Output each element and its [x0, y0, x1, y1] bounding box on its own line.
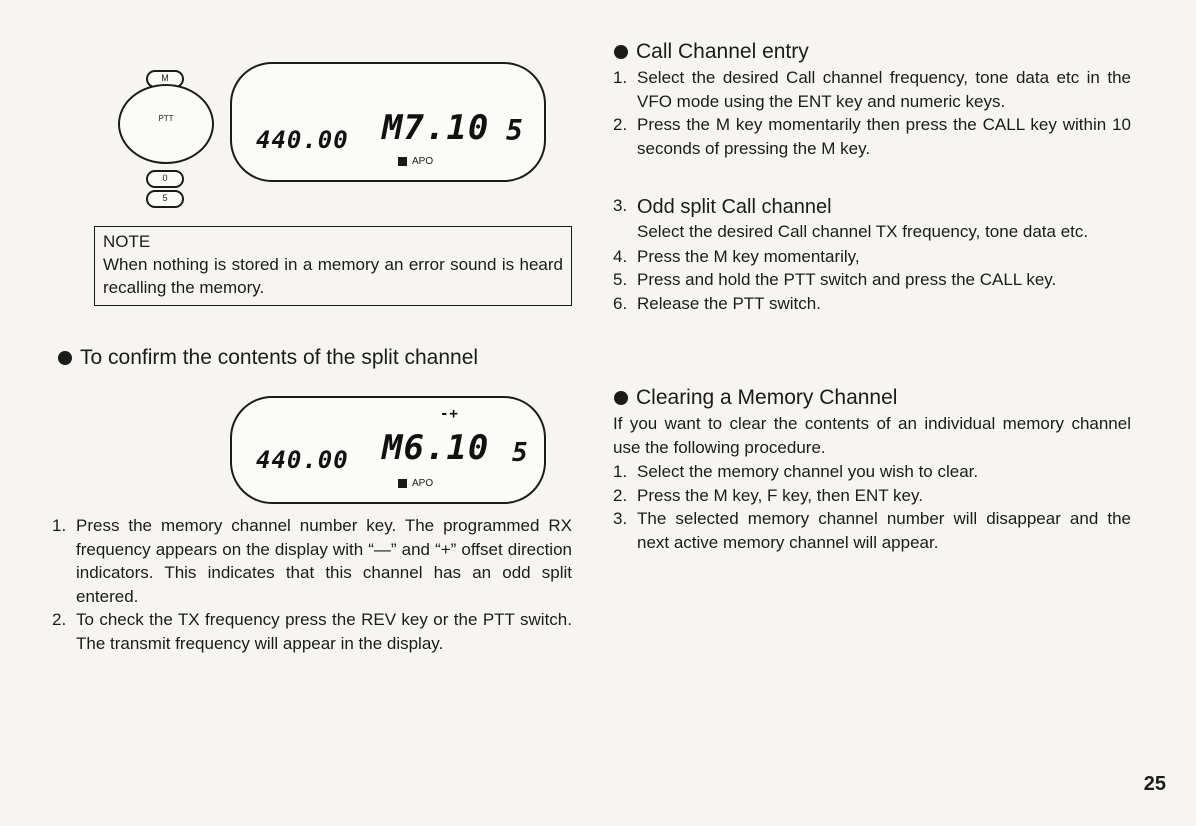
odd-split-text: Select the desired Call channel TX frequency, tone data etc. [637, 222, 1089, 241]
lcd-extra-digit-2: 5 [512, 438, 529, 468]
list-item [613, 460, 1131, 484]
step-number: 1. [613, 68, 628, 87]
call-channel-entry-title: Call Channel entry [636, 40, 809, 63]
list-item [613, 292, 1131, 316]
step-number: 4. [613, 246, 628, 266]
page-number: 25 [1143, 773, 1166, 795]
step-text: To check the TX frequency press the REV key or the PTT switch. The transmit frequency will appear in the display. [76, 610, 572, 653]
step-text: Release the PTT switch. [637, 293, 821, 313]
call-channel-entry-heading [614, 40, 809, 64]
split-channel-heading [58, 346, 478, 370]
list-item [613, 484, 1131, 508]
bullet-icon [58, 351, 72, 365]
step-text: Select the memory channel you wish to clear. [637, 462, 979, 481]
note-box [94, 226, 572, 306]
step-text: Press the M key momentarily, [637, 246, 860, 266]
lcd-channel-2: M6.10 [382, 428, 490, 468]
five-key [146, 190, 184, 208]
lcd-extra-digit: 5 [506, 114, 524, 147]
ptt-button [118, 84, 214, 164]
apo-label-2: APO [412, 478, 434, 489]
call-entry-steps [613, 66, 1131, 160]
list-item [613, 268, 1131, 292]
odd-split-steps [613, 245, 1131, 316]
list-item [613, 507, 1131, 554]
step-number: 3. [613, 196, 628, 215]
apo-indicator-2 [398, 478, 433, 489]
step-number: 1. [613, 462, 628, 481]
step-text: Select the desired Call channel frequency, tone data etc in the VFO mode using the ENT key and numeric keys. [637, 68, 1131, 111]
apo-label: APO [412, 156, 434, 167]
lcd-frequency: 440.00 [256, 126, 349, 154]
bullet-icon [614, 45, 628, 59]
step-number: 1. [52, 516, 67, 535]
odd-split-section [613, 194, 1131, 315]
step-number: 2. [613, 115, 628, 134]
step-number: 6. [613, 293, 628, 313]
offset-indicator: -+ [440, 406, 459, 422]
m-key-label: M [161, 73, 169, 83]
note-text: When nothing is stored in a memory an error sound is heard recalling the memory. [103, 255, 563, 297]
clearing-intro: If you want to clear the contents of an individual memory channel use the following procedure. [613, 414, 1131, 457]
step-text: Press the memory channel number key. The programmed RX frequency appears on the display with “—” and “+” offset direction indicators. This indicates that this channel has an odd split entered. [76, 516, 572, 606]
note-title: NOTE [103, 232, 151, 251]
odd-split-title: Odd split Call channel [637, 196, 832, 218]
lcd-screen-2 [230, 396, 546, 504]
split-channel-steps [52, 514, 572, 655]
step-number: 2. [613, 485, 628, 505]
split-channel-heading-text: To confirm the contents of the split channel [80, 346, 479, 369]
list-item [52, 608, 572, 655]
clearing-memory-heading [614, 386, 897, 410]
step-text: Press the M key, F key, then ENT key. [637, 485, 923, 505]
list-item [52, 514, 572, 608]
lcd-screen-1 [230, 62, 546, 182]
list-item [613, 113, 1131, 160]
ptt-label: PTT [158, 114, 174, 123]
lcd-frequency-2: 440.00 [256, 446, 349, 474]
step-number: 5. [613, 270, 628, 289]
zero-key-label: 0 [162, 173, 168, 183]
list-item [613, 66, 1131, 113]
bullet-icon [614, 391, 628, 405]
apo-square-icon [398, 157, 407, 166]
apo-square-icon [398, 479, 407, 488]
list-item [613, 245, 1131, 269]
five-key-label: 5 [162, 193, 168, 203]
step-number: 2. [52, 610, 67, 629]
step-number: 3. [613, 509, 628, 528]
lcd-channel: M7.10 [382, 108, 490, 148]
zero-key [146, 170, 184, 188]
step-text: Press and hold the PTT switch and press the CALL key. [637, 270, 1057, 289]
apo-indicator [398, 156, 433, 167]
clearing-steps [613, 460, 1131, 554]
clearing-memory-title: Clearing a Memory Channel [636, 386, 898, 409]
step-text: Press the M key momentarily then press the CALL key within 10 seconds of pressing the M key. [637, 115, 1131, 158]
step-text: The selected memory channel number will disappear and the next active memory channel will appear. [637, 509, 1131, 552]
